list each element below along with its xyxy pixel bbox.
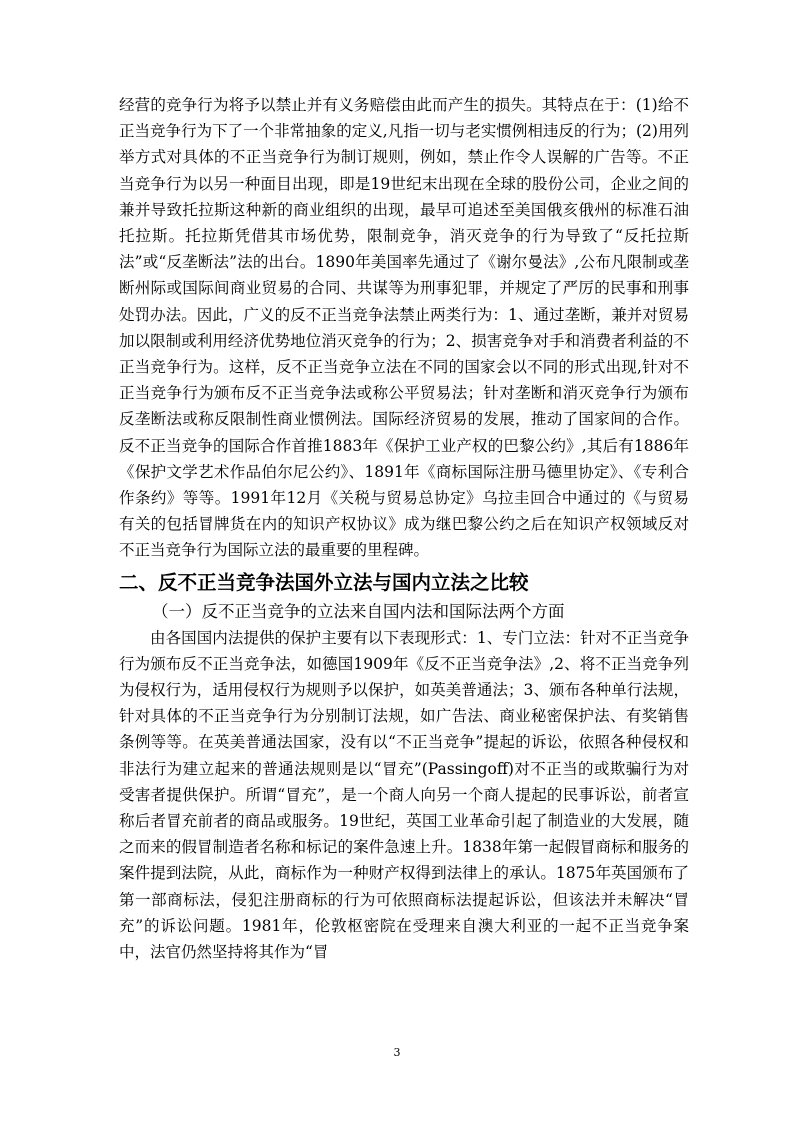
section-heading: 二、反不正当竞争法国外立法与国内立法之比较 xyxy=(119,570,529,594)
document-body xyxy=(119,92,689,965)
page-number: 3 xyxy=(393,1046,401,1059)
paragraph-continued: 经营的竞争行为将予以禁止并有义务赔偿由此而产生的损失。其特点在于：(1)给不正当竞争行为下了一个非常抽象的定义,凡指一切与老实惯例相违反的行为；(2)用列举方式对具体的不正当竞争行为制订规则，例如，禁止作令人误解的广告等。不正当竞争行为以另一种面目出现，即是19世纪末出现在全球的股份公司，企业之间的兼并导致托拉斯这种新的商业组织的出现，最早可追述至美国俄亥俄州的标准石油托拉斯。托拉斯凭借其市场优势，限制竞争，消灭竞争的行为导致了“反托拉斯法”或“反垄断法”法的出台。1890年美国率先通过了《谢尔曼法》,公布凡限制或垄断州际或国际间商业贸易的合同、共谋等为刑事犯罪，并规定了严厉的民事和刑事处罚办法。因此，广义的反不正当竞争法禁止两类行为：1、通过垄断，兼并对贸易加以限制或利用经济优势地位消灭竞争的行为；2、损害竞争对手和消费者利益的不正当竞争行为。这样，反不正当竞争立法在不同的国家会以不同的形式出现,针对不正当竞争行为颁布反不正当竞争法或称公平贸易法；针对垄断和消灭竞争行为颁布反垄断法或称反限制性商业惯例法。国际经济贸易的发展，推动了国家间的合作。反不正当竞争的国际合作首推1883年《保护工业产权的巴黎公约》,其后有1886年《保护文学艺术作品伯尔尼公约》、1891年《商标国际注册马德里协定》、《专利合作条约》等等。1991年12月《关税与贸易总协定》乌拉圭回合中通过的《与贸易有关的包括冒牌货在内的知识产权协议》成为继巴黎公约之后在知识产权领域反对不正当竞争行为国际立法的最重要的里程碑。 xyxy=(119,96,689,560)
paragraph-domestic-law: 由各国国内法提供的保护主要有以下表现形式：1、专门立法：针对不正当竞争行为颁布反不正当竞争法，如德国1909年《反不正当竞争法》,2、将不正当竞争列为侵权行为，适用侵权行为规则予以保护，如英美普通法；3、颁布各种单行法规，针对具体的不正当竞争行为分别制订法规，如广告法、商业秘密保护法、有奖销售条例等等。在英美普通法国家，没有以“不正当竞争”提起的诉讼，依照各种侵权和非法行为建立起来的普通法规则是以“冒充”(Passingoff)对不正当的或欺骗行为对受害者提供保护。所谓“冒充”，是一个商人向另一个商人提起的民事诉讼，前者宣称后者冒充前者的商品或服务。19世纪，英国工业革命引起了制造业的大发展，随之而来的假冒制造者名称和标记的案件急速上升。1838年第一起假冒商标和服务的案件提到法院，从此，商标作为一种财产权得到法律上的承认。1875年英国颁布了第一部商标法，侵犯注册商标的行为可依照商标法提起诉讼，但该法并未解决“冒充”的诉讼问题。1981年，伦敦枢密院在受理来自澳大利亚的一起不正当竞争案中，法官仍然坚持将其作为“冒 xyxy=(119,628,689,962)
subsection-heading: （一）反不正当竞争的立法来自国内法和国际法两个方面 xyxy=(152,601,565,621)
